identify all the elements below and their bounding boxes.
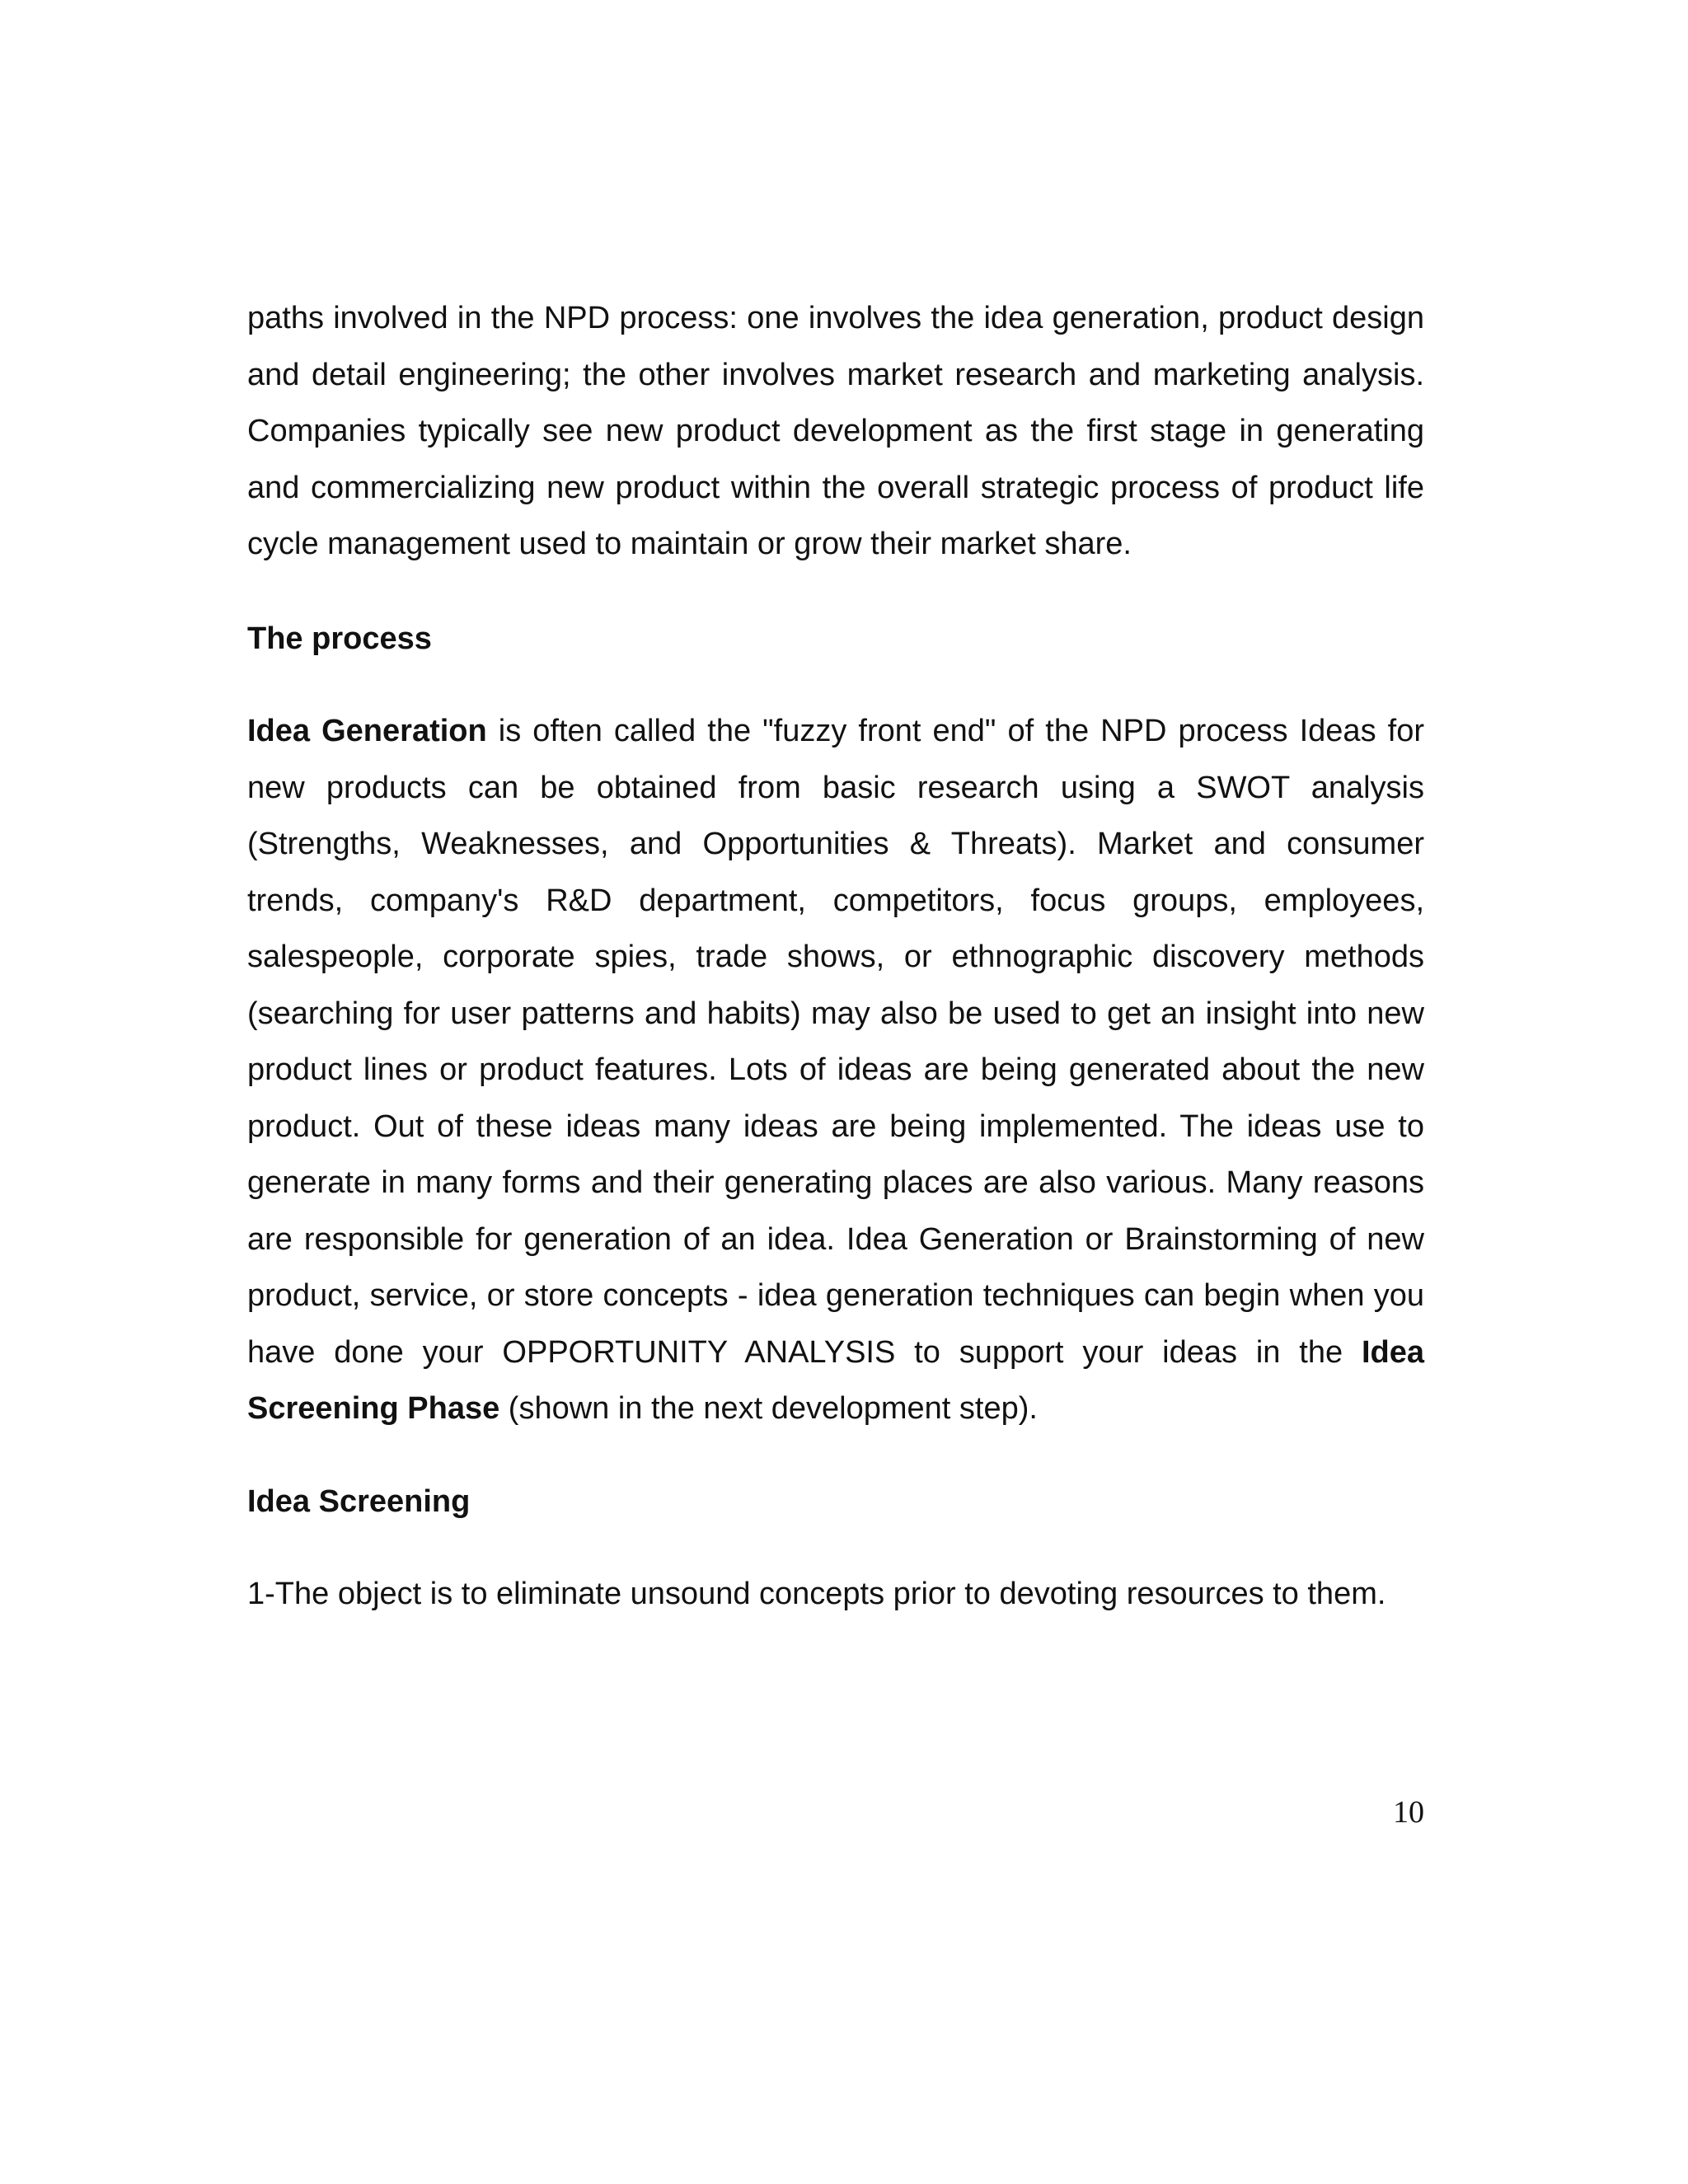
idea-screening-phase-term: Idea Screening Phase <box>247 1334 1424 1426</box>
idea-generation-text-part2: (shown in the next development step). <box>499 1391 1038 1426</box>
intro-paragraph: paths involved in the NPD process: one involves the idea generation, product design and detail engineering; the other involves market research and marketing analysis. Companies typically see new product development as the first stage in generating and commercializing new product within the overall strategic process of product life cycle management used to maintain or grow their market share. <box>247 301 1424 561</box>
section-heading-idea-screening: Idea Screening <box>247 1483 471 1519</box>
idea-generation-term: Idea Generation <box>247 714 487 748</box>
idea-generation-text-part1: is often called the "fuzzy front end" of the NPD process Ideas for new products can be obtained from basic research using a SWOT analysis (Strengths, Weaknesses, and Opportunities & Threats). Market and consumer trends, company's R&D department, competitors, focus groups, employees, salespeople, corporate spies, trade shows, or ethnographic discovery methods (searching for user patterns and habits) may also be used to get an insight into new product lines or product features. Lots of ideas are being generated about the new product. Out of these ideas many ideas are being implemented. The ideas use to generate in many forms and their generating places are also various. Many reasons are responsible for generation of an idea. Idea Generation or Brainstorming of new product, service, or store concepts - idea generation techniques can begin when you have done your OPPORTUNITY ANALYSIS to support your ideas in the <box>247 714 1424 1370</box>
page-body <box>247 290 1424 1623</box>
page-number: 10 <box>1393 1795 1424 1830</box>
idea-generation-paragraph <box>247 703 1424 1437</box>
section-heading-process: The process <box>247 621 432 656</box>
idea-screening-point-1: 1-The object is to eliminate unsound concepts prior to devoting resources to them. <box>247 1577 1386 1611</box>
